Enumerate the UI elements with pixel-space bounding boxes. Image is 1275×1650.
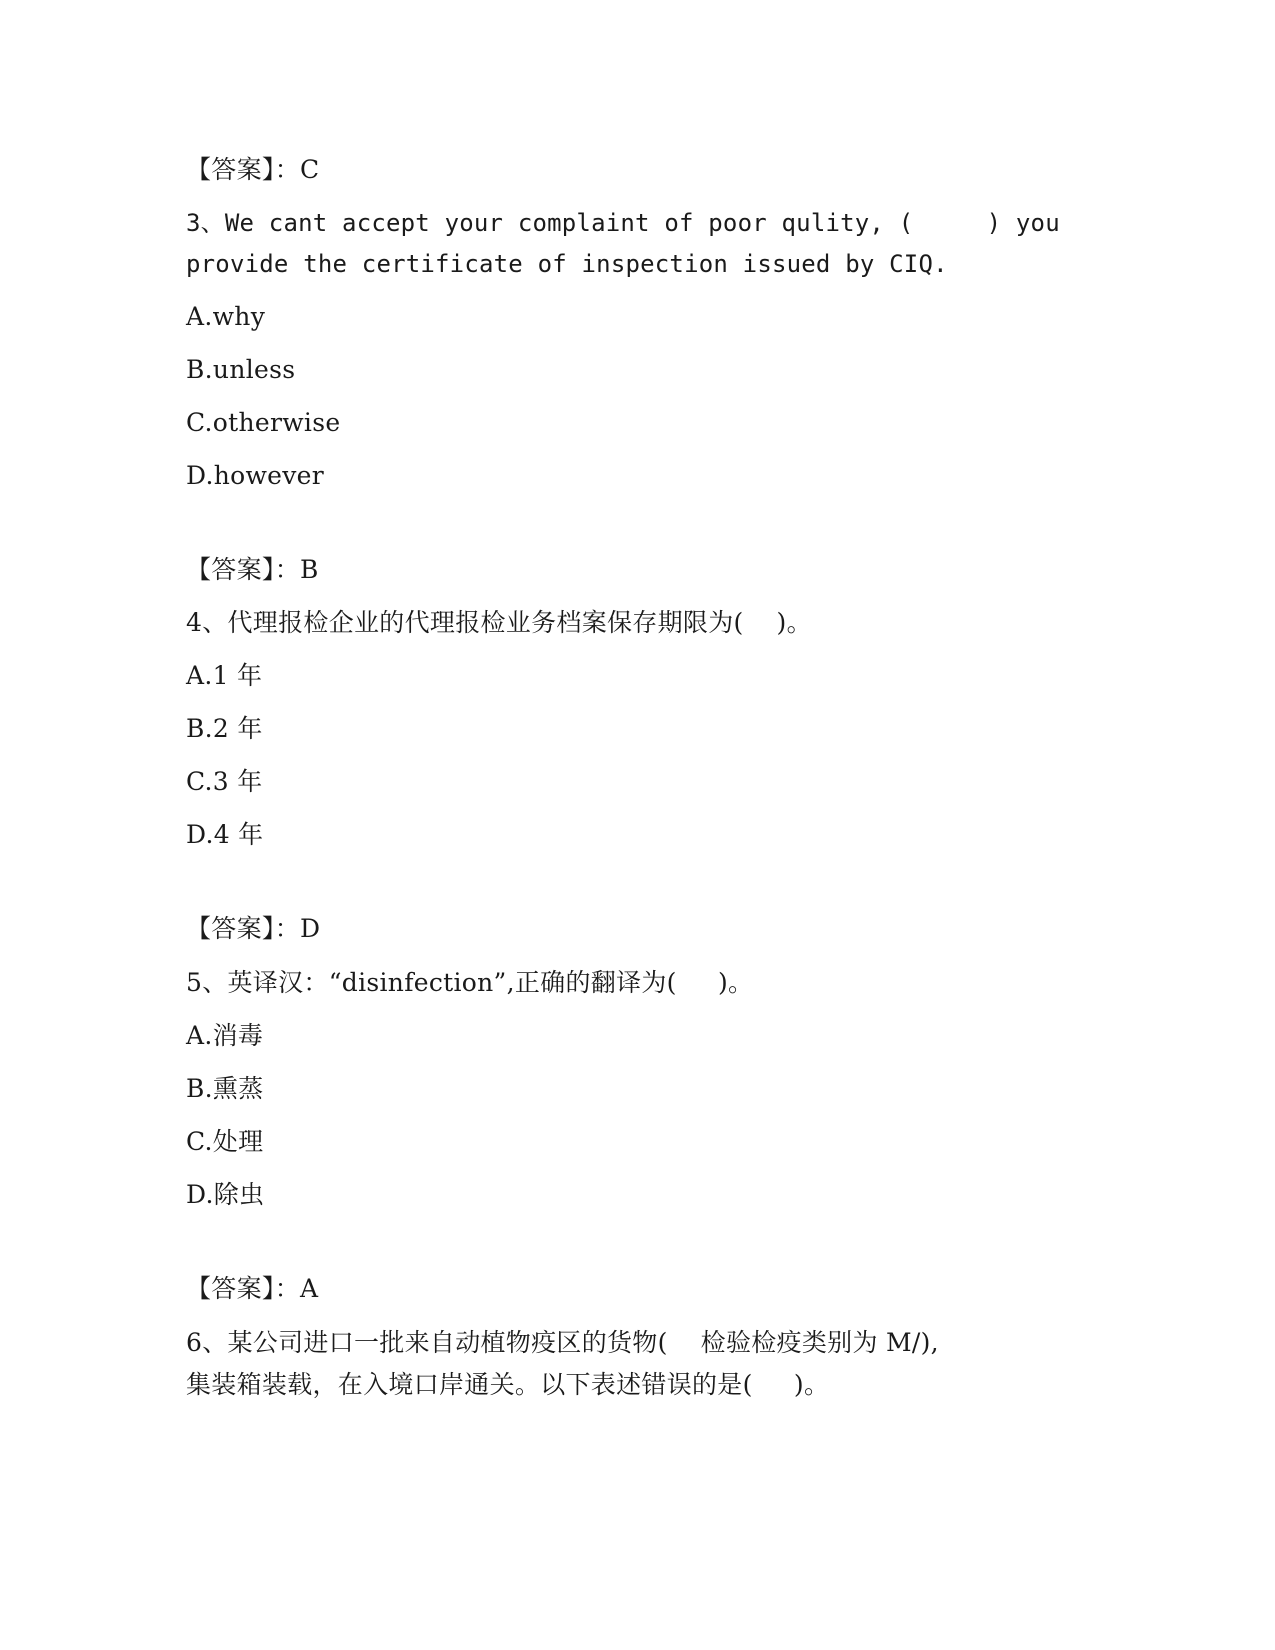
question-3-line-1: 3、We cant accept your complaint of poor qulity, ( ) you — [186, 209, 1060, 237]
question-4-option-a: A.1 年 — [186, 661, 263, 690]
question-6-line-1: 6、某公司进口一批来自动植物疫区的货物( 检验检疫类别为 M/), — [186, 1328, 939, 1357]
question-5-option-a: A.消毒 — [186, 1021, 264, 1050]
answer-q3: 【答案】：B — [186, 555, 319, 584]
question-5-option-b: B.熏蒸 — [186, 1074, 264, 1103]
question-3-option-d: D.however — [186, 461, 325, 490]
answer-q4: 【答案】：D — [186, 914, 321, 943]
question-4-option-b: B.2 年 — [186, 714, 263, 743]
answer-q2: 【答案】：C — [186, 155, 320, 184]
question-3-option-a: A.why — [186, 302, 266, 331]
question-6-line-2: 集装箱装载，在入境口岸通关。以下表述错误的是( )。 — [186, 1370, 830, 1399]
question-3-option-c: C.otherwise — [186, 408, 341, 437]
answer-q5: 【答案】：A — [186, 1274, 319, 1303]
question-4-option-d: D.4 年 — [186, 820, 264, 849]
question-4: 4、代理报检企业的代理报检业务档案保存期限为( )。 — [186, 608, 812, 637]
question-5: 5、英译汉：“disinfection”,正确的翻译为( )。 — [186, 968, 754, 997]
question-3-line-2: provide the certificate of inspection issued by CIQ. — [186, 250, 948, 278]
question-4-option-c: C.3 年 — [186, 767, 263, 796]
question-5-option-c: C.处理 — [186, 1127, 264, 1156]
question-5-option-d: D.除虫 — [186, 1180, 265, 1209]
question-3-option-b: B.unless — [186, 355, 296, 384]
